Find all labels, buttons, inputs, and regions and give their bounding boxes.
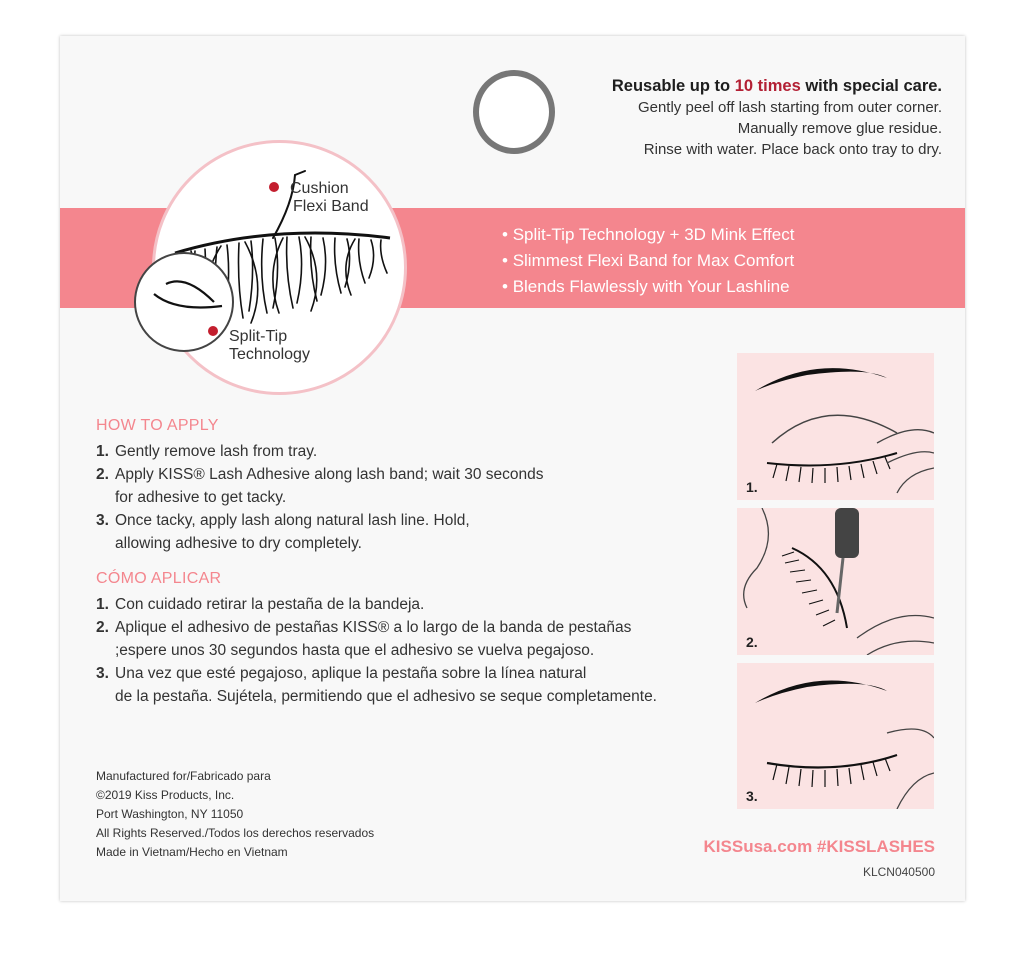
step-panel-label: 3. (746, 788, 758, 804)
callout-split: Split-Tip Technology (229, 328, 310, 363)
feature-item: • Slimmest Flexi Band for Max Comfort (502, 248, 794, 274)
reuse-highlight: 10 times (734, 77, 801, 95)
reuse-line: Gently peel off lash starting from outer corner. (637, 99, 942, 116)
step-item: 3. Una vez que esté pegajoso, aplique la pestaña sobre la línea natural de la pestaña. Sujétela, permitiendo que el adhesivo se seque completamente. (96, 665, 657, 705)
reuse-instructions (612, 76, 942, 160)
step-panel-label: 2. (746, 634, 758, 650)
step-panel-2 (737, 508, 934, 655)
reuse-line: Rinse with water. Place back onto tray to dry. (643, 141, 942, 158)
step-item: 2. Aplique el adhesivo de pestañas KISS® a lo largo de la banda de pestañas ;espere unos 30 segundos hasta que el adhesivo se vuelva pegajoso. (96, 619, 632, 659)
legal-text: Manufactured for/Fabricado para ©2019 Kiss Products, Inc. Port Washington, NY 11050 All Rights Reserved./Todos los derechos reservados Made in Vietnam/Hecho en Vietnam (96, 769, 375, 859)
split-tip-circle (134, 252, 234, 352)
adhesive-illustration (737, 508, 934, 655)
step-panel-3 (737, 663, 934, 809)
eye-illustration (737, 663, 934, 809)
feature-item: • Split-Tip Technology + 3D Mink Effect (502, 222, 794, 248)
reuse-line: Manually remove glue residue. (737, 120, 942, 137)
how-to-title: HOW TO APPLY (96, 417, 219, 434)
step-item: 2. Apply KISS® Lash Adhesive along lash band; wait 30 seconds for adhesive to get tacky. (96, 466, 544, 506)
callout-dot-cushion (269, 182, 279, 192)
split-tip-illustration (136, 254, 232, 350)
callout-dot-split (208, 326, 218, 336)
how-to-steps (96, 440, 543, 555)
step-panel-label: 1. (746, 479, 758, 495)
website-hashtag: KISSusa.com #KISSLASHES (703, 837, 935, 856)
feature-list (502, 222, 794, 300)
callout-cushion: Cushion Flexi Band (290, 180, 369, 215)
eye-illustration (737, 353, 934, 500)
como-steps (96, 593, 657, 708)
step-panel-1 (737, 353, 934, 500)
como-title: CÓMO APLICAR (96, 570, 222, 587)
sku-code: KLCN040500 (862, 865, 935, 879)
feature-item: • Blends Flawlessly with Your Lashline (502, 274, 794, 300)
reuse-title: Reusable up to 10 times with special care. (611, 77, 942, 95)
step-item: 1. Gently remove lash from tray. (96, 443, 318, 460)
step-item: 1. Con cuidado retirar la pestaña de la bandeja. (96, 596, 425, 613)
hang-hole (473, 70, 555, 154)
step-item: 3. Once tacky, apply lash along natural lash line. Hold, allowing adhesive to dry completely. (96, 512, 470, 552)
